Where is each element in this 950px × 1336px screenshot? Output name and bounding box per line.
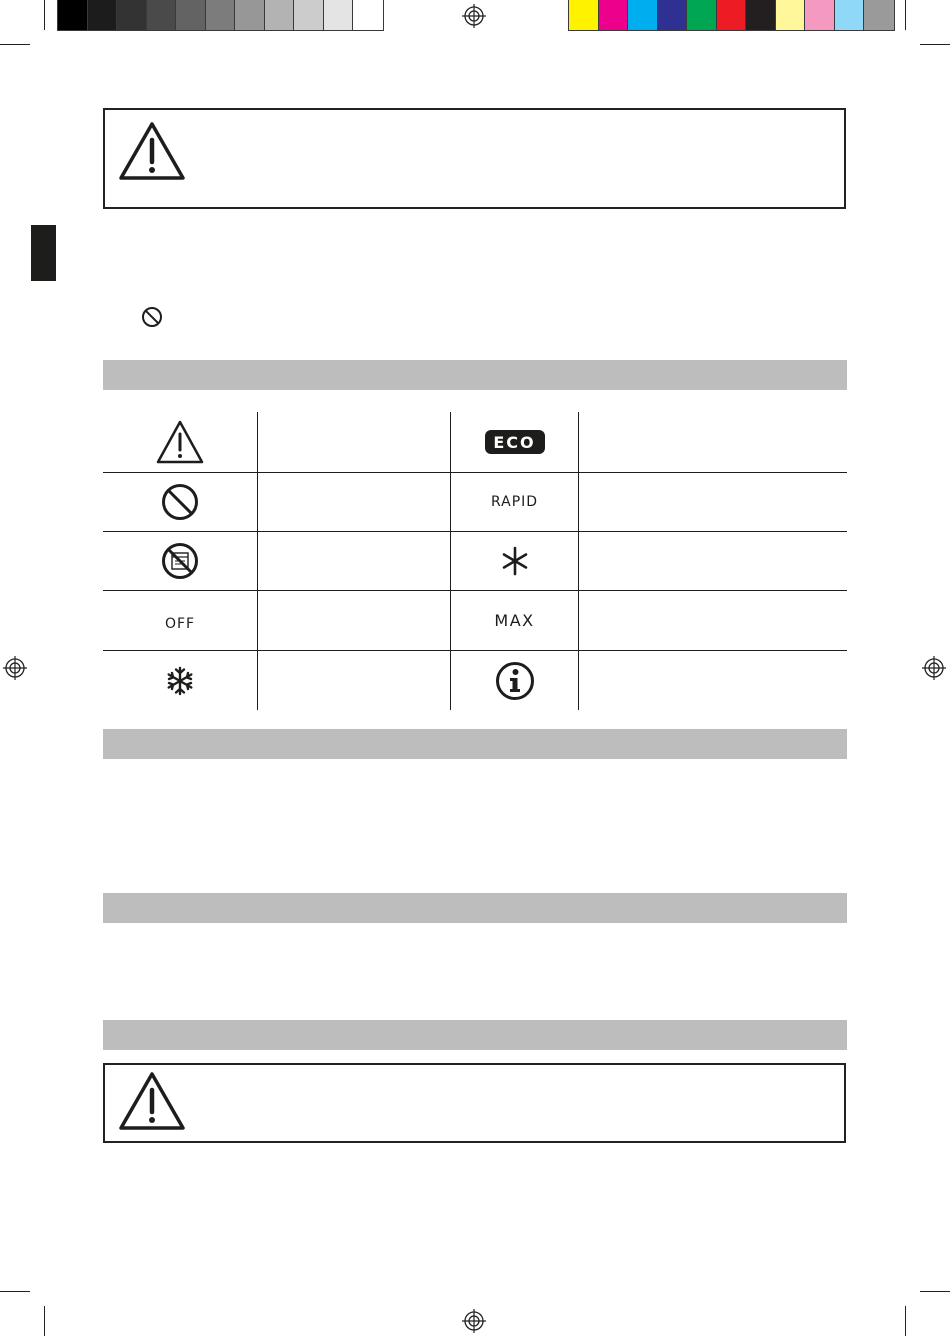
prohibited-inline-icon [141, 306, 163, 328]
table-row [451, 473, 578, 531]
eco-badge-icon [484, 429, 546, 455]
section-header-bar-1 [103, 360, 847, 390]
color-swatch [88, 0, 118, 30]
table-row [103, 591, 257, 650]
section-header-bar-3 [103, 893, 847, 923]
color-swatch [353, 0, 383, 30]
eco-label: ECO [493, 433, 536, 452]
color-swatch [717, 0, 747, 30]
rapid-label: RAPID [490, 494, 539, 510]
registration-mark-left-icon [3, 656, 27, 680]
registration-mark-bottom-icon [462, 1309, 486, 1333]
table-row [103, 412, 257, 472]
color-swatch [599, 0, 629, 30]
registration-mark-right-icon [922, 656, 946, 680]
warning-triangle-icon [117, 1070, 187, 1132]
info-icon [495, 661, 535, 701]
table-row [451, 591, 578, 650]
color-swatch [835, 0, 865, 30]
section-header-bar-2 [103, 729, 847, 759]
crop-mark [905, 1306, 906, 1336]
section-header-bar-4 [103, 1020, 847, 1050]
registration-mark-top-icon [462, 4, 486, 28]
table-row [451, 412, 578, 472]
crop-mark [0, 1291, 30, 1292]
no-dishwasher-icon [161, 542, 199, 580]
color-swatch [864, 0, 894, 30]
prohibited-icon [161, 483, 199, 521]
color-swatch [206, 0, 236, 30]
table-row [451, 651, 578, 710]
crop-mark [44, 0, 45, 30]
crop-mark [905, 0, 906, 30]
language-tab [31, 225, 56, 281]
snowflake-icon [165, 666, 195, 696]
color-swatch [147, 0, 177, 30]
color-swatch [687, 0, 717, 30]
max-label: MAX [494, 611, 535, 630]
crop-mark [44, 1306, 45, 1336]
table-row [103, 473, 257, 531]
color-swatch [805, 0, 835, 30]
table-divider [578, 412, 579, 710]
crop-mark [0, 44, 30, 45]
color-swatch [117, 0, 147, 30]
asterisk-icon [501, 546, 529, 576]
warning-box-bottom [103, 1063, 846, 1143]
symbol-table [103, 412, 847, 710]
crop-mark [920, 44, 950, 45]
color-swatch [628, 0, 658, 30]
color-swatch [58, 0, 88, 30]
table-row [103, 532, 257, 590]
color-swatch [235, 0, 265, 30]
color-swatch [176, 0, 206, 30]
warning-triangle-icon [117, 120, 187, 182]
warning-box-top [103, 108, 846, 209]
color-swatch [294, 0, 324, 30]
color-calibration-bar [568, 0, 895, 31]
color-swatch [324, 0, 354, 30]
color-swatch [569, 0, 599, 30]
greyscale-calibration-bar [57, 0, 384, 31]
color-swatch [746, 0, 776, 30]
color-swatch [658, 0, 688, 30]
off-label: OFF [164, 615, 196, 632]
crop-mark [920, 1291, 950, 1292]
color-swatch [265, 0, 295, 30]
warning-triangle-icon [154, 418, 206, 466]
table-row [103, 651, 257, 710]
color-swatch [776, 0, 806, 30]
table-divider [257, 412, 258, 710]
table-row [451, 532, 578, 590]
